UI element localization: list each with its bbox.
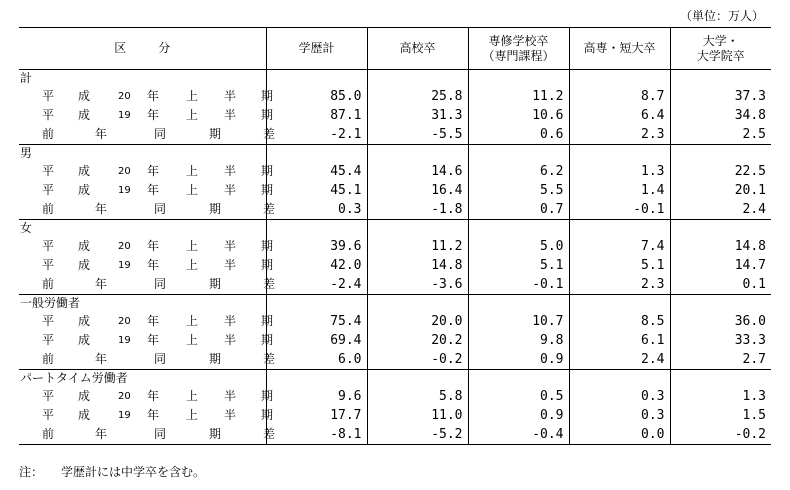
value-cell-total: 45.1 [266, 181, 367, 200]
row-label-char: 平 [42, 108, 55, 122]
row-label-char: 年 [147, 89, 160, 103]
row-label-char: 平 [42, 89, 55, 103]
row-label-char: 平 [42, 164, 55, 178]
row-label-char: 期 [209, 277, 222, 291]
value-cell-junior-college: 0.0 [569, 425, 670, 445]
value-cell-vocational: 5.0 [468, 237, 569, 256]
row-diff [19, 200, 771, 220]
row-label-char: 期 [261, 258, 274, 272]
row-label-char: 期 [261, 239, 274, 253]
row-label-char: 成 [78, 239, 91, 253]
row-label-char: 期 [261, 183, 274, 197]
group-label: 一般労働者 [20, 296, 81, 310]
row-label-char: 成 [78, 258, 91, 272]
row-label-char: 差 [263, 202, 276, 216]
value-cell-junior-college: 2.4 [569, 350, 670, 370]
value-cell-high-school: 20.2 [367, 331, 468, 350]
row-label-char: 上 [186, 389, 199, 403]
row-label-char: 年 [147, 108, 160, 122]
row-h20 [19, 87, 771, 106]
row-label-char: 20 [118, 91, 131, 102]
row-label-char: 19 [118, 410, 131, 421]
value-cell-vocational: 9.8 [468, 331, 569, 350]
row-label-cell [19, 237, 274, 256]
value-cell-high-school: 14.8 [367, 256, 468, 275]
group-empty-cell [569, 370, 670, 388]
row-label-char: 年 [95, 202, 108, 216]
row-label-char: 半 [224, 258, 237, 272]
row-label-char: 期 [209, 202, 222, 216]
value-cell-vocational: 10.7 [468, 312, 569, 331]
row-label-char: 上 [186, 164, 199, 178]
row-label-char: 同 [154, 352, 167, 366]
value-cell-vocational: 6.2 [468, 162, 569, 181]
row-label-char: 成 [78, 164, 91, 178]
value-cell-vocational: 0.9 [468, 350, 569, 370]
group-empty-cell [468, 295, 569, 313]
group-empty-cell [569, 70, 670, 88]
value-cell-university: 36.0 [670, 312, 771, 331]
group-empty-cell [367, 145, 468, 163]
value-cell-total: -2.1 [266, 125, 367, 145]
group-empty-cell [266, 220, 367, 238]
value-cell-total: -2.4 [266, 275, 367, 295]
group-empty-cell [468, 145, 569, 163]
header-kubun: 区 分 [19, 28, 266, 70]
row-label-char: 同 [154, 127, 167, 141]
value-cell-junior-college: 7.4 [569, 237, 670, 256]
group-header-row [19, 145, 771, 163]
row-label-cell [19, 425, 276, 445]
row-label-char: 上 [186, 239, 199, 253]
value-cell-high-school: 16.4 [367, 181, 468, 200]
group-empty-cell [468, 220, 569, 238]
row-label-char: 年 [95, 277, 108, 291]
row-h19 [19, 106, 771, 125]
value-cell-total: 75.4 [266, 312, 367, 331]
value-cell-university: -0.2 [670, 425, 771, 445]
value-cell-university: 14.8 [670, 237, 771, 256]
row-label-char: 成 [78, 89, 91, 103]
row-label-char: 前 [42, 352, 55, 366]
footnote [19, 465, 205, 479]
row-label-char: 半 [224, 389, 237, 403]
row-label-char: 同 [154, 427, 167, 441]
row-label-char: 半 [224, 89, 237, 103]
value-cell-university: 20.1 [670, 181, 771, 200]
value-cell-vocational: 5.1 [468, 256, 569, 275]
row-label-char: 平 [42, 389, 55, 403]
value-cell-total: 42.0 [266, 256, 367, 275]
group-empty-cell [266, 70, 367, 88]
value-cell-vocational: 5.5 [468, 181, 569, 200]
row-label-char: 半 [224, 314, 237, 328]
value-cell-total: 6.0 [266, 350, 367, 370]
row-h20 [19, 237, 771, 256]
row-label-char: 期 [261, 314, 274, 328]
row-label-char: 半 [224, 164, 237, 178]
row-label-cell [19, 387, 274, 406]
value-cell-junior-college: 0.3 [569, 406, 670, 425]
row-label-char: 前 [42, 202, 55, 216]
row-label-char: 成 [78, 408, 91, 422]
header-junior-college: 高専・短大卒 [569, 28, 670, 70]
row-label-char: 成 [78, 108, 91, 122]
value-cell-high-school: 14.6 [367, 162, 468, 181]
header-high-school: 高校卒 [367, 28, 468, 70]
row-label-char: 期 [209, 427, 222, 441]
row-h20 [19, 387, 771, 406]
row-label-char: 平 [42, 408, 55, 422]
value-cell-vocational: 10.6 [468, 106, 569, 125]
row-label-char: 20 [118, 241, 131, 252]
group-empty-cell [468, 370, 569, 388]
row-label-cell [19, 200, 276, 220]
row-label-char: 期 [209, 352, 222, 366]
group-empty-cell [266, 370, 367, 388]
value-cell-high-school: -3.6 [367, 275, 468, 295]
row-label-cell [19, 350, 276, 370]
row-label-char: 差 [263, 127, 276, 141]
row-label-char: 期 [261, 108, 274, 122]
row-h20 [19, 162, 771, 181]
value-cell-junior-college: 6.4 [569, 106, 670, 125]
value-cell-university: 1.3 [670, 387, 771, 406]
value-cell-university: 34.8 [670, 106, 771, 125]
value-cell-high-school: 5.8 [367, 387, 468, 406]
statistics-table [19, 27, 771, 445]
row-label-char: 期 [261, 408, 274, 422]
row-label-cell [19, 312, 274, 331]
row-label-cell [19, 162, 274, 181]
row-diff [19, 275, 771, 295]
row-h19 [19, 181, 771, 200]
row-label-cell [19, 87, 274, 106]
value-cell-total: 9.6 [266, 387, 367, 406]
row-label-char: 期 [261, 89, 274, 103]
row-label-cell [19, 275, 276, 295]
group-empty-cell [367, 70, 468, 88]
value-cell-junior-college: 6.1 [569, 331, 670, 350]
value-cell-total: -8.1 [266, 425, 367, 445]
row-label-char: 半 [224, 333, 237, 347]
value-cell-total: 0.3 [266, 200, 367, 220]
row-label-char: 半 [224, 239, 237, 253]
group-empty-cell [569, 295, 670, 313]
row-label-char: 年 [147, 314, 160, 328]
unit-label: （単位：万人） [679, 9, 764, 23]
row-h19 [19, 256, 771, 275]
value-cell-junior-college: 1.4 [569, 181, 670, 200]
value-cell-vocational: -0.1 [468, 275, 569, 295]
footnote-text: 学歴計には中学卒を含む。 [61, 465, 206, 479]
value-cell-total: 87.1 [266, 106, 367, 125]
value-cell-university: 2.4 [670, 200, 771, 220]
value-cell-university: 14.7 [670, 256, 771, 275]
row-label-char: 19 [118, 185, 131, 196]
row-label-char: 前 [42, 427, 55, 441]
row-label-char: 19 [118, 335, 131, 346]
row-label-char: 成 [78, 183, 91, 197]
value-cell-total: 85.0 [266, 87, 367, 106]
row-h20 [19, 312, 771, 331]
row-label-char: 上 [186, 408, 199, 422]
row-h19 [19, 331, 771, 350]
group-empty-cell [670, 145, 771, 163]
row-label-char: 前 [42, 127, 55, 141]
footnote-prefix: 注： [19, 465, 44, 479]
value-cell-junior-college: 2.3 [569, 125, 670, 145]
row-label-char: 半 [224, 183, 237, 197]
value-cell-high-school: 25.8 [367, 87, 468, 106]
row-label-char: 上 [186, 183, 199, 197]
value-cell-high-school: -5.2 [367, 425, 468, 445]
row-label-cell [19, 406, 274, 425]
row-diff [19, 350, 771, 370]
row-label-char: 年 [95, 427, 108, 441]
row-label-char: 半 [224, 108, 237, 122]
value-cell-high-school: 31.3 [367, 106, 468, 125]
group-empty-cell [266, 295, 367, 313]
row-label-char: 20 [118, 316, 131, 327]
row-label-char: 平 [42, 183, 55, 197]
row-label-char: 年 [147, 239, 160, 253]
group-header-row [19, 220, 771, 238]
value-cell-vocational: 0.5 [468, 387, 569, 406]
group-empty-cell [670, 295, 771, 313]
row-label-char: 期 [209, 127, 222, 141]
row-label-char: 同 [154, 202, 167, 216]
row-label-char: 前 [42, 277, 55, 291]
row-label-char: 平 [42, 333, 55, 347]
row-label-char: 年 [147, 408, 160, 422]
value-cell-university: 2.5 [670, 125, 771, 145]
row-label-char: 年 [147, 164, 160, 178]
row-label-char: 成 [78, 314, 91, 328]
group-empty-cell [367, 220, 468, 238]
row-label-char: 上 [186, 258, 199, 272]
row-diff [19, 425, 771, 445]
group-empty-cell [670, 370, 771, 388]
row-label-cell [19, 256, 274, 275]
value-cell-vocational: -0.4 [468, 425, 569, 445]
value-cell-total: 39.6 [266, 237, 367, 256]
row-label-char: 年 [147, 333, 160, 347]
value-cell-vocational: 0.7 [468, 200, 569, 220]
row-label-char: 19 [118, 260, 131, 271]
group-empty-cell [468, 70, 569, 88]
row-diff [19, 125, 771, 145]
header-vocational-school: 専修学校卒 （専門課程） [468, 28, 569, 70]
group-empty-cell [367, 295, 468, 313]
header-row [19, 28, 771, 70]
row-label-char: 期 [261, 164, 274, 178]
group-empty-cell [367, 370, 468, 388]
row-label-char: 年 [95, 127, 108, 141]
header-university: 大学・ 大学院卒 [670, 28, 771, 70]
value-cell-junior-college: 8.5 [569, 312, 670, 331]
value-cell-junior-college: 5.1 [569, 256, 670, 275]
row-h19 [19, 406, 771, 425]
value-cell-high-school: 11.2 [367, 237, 468, 256]
row-label-char: 平 [42, 239, 55, 253]
value-cell-vocational: 0.6 [468, 125, 569, 145]
value-cell-vocational: 0.9 [468, 406, 569, 425]
row-label-char: 上 [186, 314, 199, 328]
group-label: 女 [20, 221, 33, 235]
value-cell-junior-college: 0.3 [569, 387, 670, 406]
header-total-education: 学歴計 [266, 28, 367, 70]
row-label-char: 20 [118, 391, 131, 402]
group-empty-cell [670, 70, 771, 88]
value-cell-high-school: 20.0 [367, 312, 468, 331]
value-cell-high-school: -0.2 [367, 350, 468, 370]
row-label-char: 年 [147, 389, 160, 403]
value-cell-university: 0.1 [670, 275, 771, 295]
value-cell-university: 37.3 [670, 87, 771, 106]
value-cell-vocational: 11.2 [468, 87, 569, 106]
group-empty-cell [266, 145, 367, 163]
row-label-char: 差 [263, 277, 276, 291]
value-cell-junior-college: -0.1 [569, 200, 670, 220]
group-empty-cell [569, 220, 670, 238]
value-cell-university: 22.5 [670, 162, 771, 181]
group-header-row [19, 70, 771, 88]
row-label-char: 上 [186, 108, 199, 122]
row-label-char: 成 [78, 333, 91, 347]
value-cell-junior-college: 8.7 [569, 87, 670, 106]
row-label-char: 平 [42, 258, 55, 272]
row-label-char: 上 [186, 333, 199, 347]
row-label-cell [19, 106, 274, 125]
row-label-char: 年 [95, 352, 108, 366]
row-label-cell [19, 125, 276, 145]
group-label: パートタイム労働者 [20, 371, 128, 385]
value-cell-high-school: -1.8 [367, 200, 468, 220]
row-label-char: 上 [186, 89, 199, 103]
value-cell-total: 17.7 [266, 406, 367, 425]
group-header-row [19, 370, 771, 388]
group-label: 計 [20, 71, 33, 85]
row-label-char: 差 [263, 352, 276, 366]
row-label-char: 差 [263, 427, 276, 441]
row-label-char: 半 [224, 408, 237, 422]
row-label-char: 年 [147, 258, 160, 272]
group-empty-cell [569, 145, 670, 163]
row-label-cell [19, 181, 274, 200]
value-cell-junior-college: 1.3 [569, 162, 670, 181]
row-label-char: 19 [118, 110, 131, 121]
value-cell-total: 69.4 [266, 331, 367, 350]
value-cell-high-school: -5.5 [367, 125, 468, 145]
value-cell-junior-college: 2.3 [569, 275, 670, 295]
value-cell-high-school: 11.0 [367, 406, 468, 425]
row-label-char: 成 [78, 389, 91, 403]
value-cell-university: 1.5 [670, 406, 771, 425]
group-empty-cell [670, 220, 771, 238]
row-label-char: 期 [261, 389, 274, 403]
row-label-char: 同 [154, 277, 167, 291]
row-label-char: 年 [147, 183, 160, 197]
group-header-row [19, 295, 771, 313]
value-cell-university: 33.3 [670, 331, 771, 350]
value-cell-total: 45.4 [266, 162, 367, 181]
row-label-char: 期 [261, 333, 274, 347]
value-cell-university: 2.7 [670, 350, 771, 370]
row-label-char: 20 [118, 166, 131, 177]
row-label-cell [19, 331, 274, 350]
group-label: 男 [20, 146, 33, 160]
row-label-char: 平 [42, 314, 55, 328]
